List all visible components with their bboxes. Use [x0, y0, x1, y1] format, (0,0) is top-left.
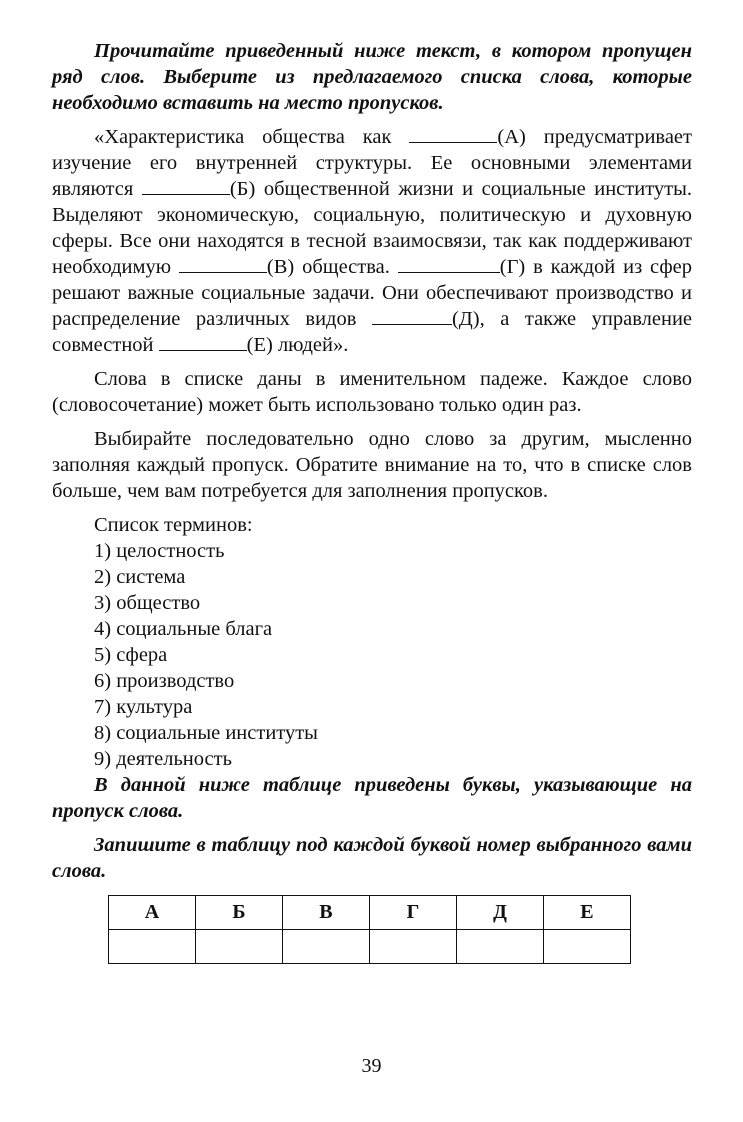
blank-v [179, 254, 267, 273]
list-item: 1) целостность [94, 540, 225, 562]
table-header-cell: Б [196, 896, 283, 930]
table-header-cell: А [109, 896, 196, 930]
instruction-write: Запишите в таблицу под каждой буквой номер выбранного вами слова. [52, 834, 692, 882]
table-header-cell: Г [369, 896, 456, 930]
list-item: 9) деятельность [94, 748, 232, 770]
blank-b [142, 176, 230, 195]
answer-cell[interactable] [196, 930, 283, 964]
terms-list [52, 538, 692, 772]
table-answer-row [109, 930, 631, 964]
text-segment: «Характеристика общества как [94, 126, 410, 148]
answer-cell[interactable] [456, 930, 543, 964]
text-segment: (А) предусматривает изучение его внутренней структуры. Ее основными элементами являются [52, 126, 692, 200]
answer-cell[interactable] [109, 930, 196, 964]
list-item: 8) социальные институты [94, 722, 318, 744]
table-header-cell: В [282, 896, 369, 930]
list-item: 6) производство [94, 670, 235, 692]
blank-a [409, 124, 497, 143]
page-number: 39 [361, 1055, 382, 1077]
answer-table [108, 895, 631, 964]
blank-d [372, 306, 452, 325]
page-content [52, 38, 692, 884]
list-item: 4) социальные блага [94, 618, 273, 640]
paragraph-form: Слова в списке даны в именительном падеже. Каждое слово (словосочетание) может быть использовано только один раз. [52, 368, 692, 416]
instruction-intro: Прочитайте приведенный ниже текст, в котором пропущен ряд слов. Выберите из предлагаемого списка слова, которые необходимо вставить на место пропусков. [52, 40, 692, 114]
list-item: 7) культура [94, 696, 193, 718]
text-segment: (Д), а также управление совместной [52, 308, 693, 356]
list-item: 5) сфера [94, 644, 168, 666]
answer-cell[interactable] [282, 930, 369, 964]
main-text [52, 124, 692, 358]
paragraph-order: Выбирайте последовательно одно слово за другим, мысленно заполняя каждый пропуск. Обратите внимание на то, что в списке слов больше, чем вам потребуется для заполнения пропусков. [52, 428, 692, 502]
list-item: 2) система [94, 566, 186, 588]
text-segment: (Б) общественной жизни и социальные институты. Выделяют экономическую, социальную, политическую и духовную сферы. Все они находятся в тесной взаимосвязи, так как поддерживают необходимую [52, 178, 693, 278]
list-item: 3) общество [94, 592, 201, 614]
table-header-cell: Е [543, 896, 630, 930]
text-segment: (Е) людей». [246, 334, 349, 356]
text-segment: (Г) в каждой из сфер решают важные социальные задачи. Они обеспечивают производство и распределение различных видов [52, 256, 693, 330]
blank-g [398, 254, 500, 273]
text-segment: (В) общества. [266, 256, 390, 278]
answer-cell[interactable] [369, 930, 456, 964]
table-header-cell: Д [456, 896, 543, 930]
instruction-table: В данной ниже таблице приведены буквы, указывающие на пропуск слова. [52, 774, 692, 822]
table-header-row [109, 896, 631, 930]
answer-cell[interactable] [543, 930, 630, 964]
blank-e [159, 332, 247, 351]
terms-title: Список терминов: [94, 514, 253, 536]
